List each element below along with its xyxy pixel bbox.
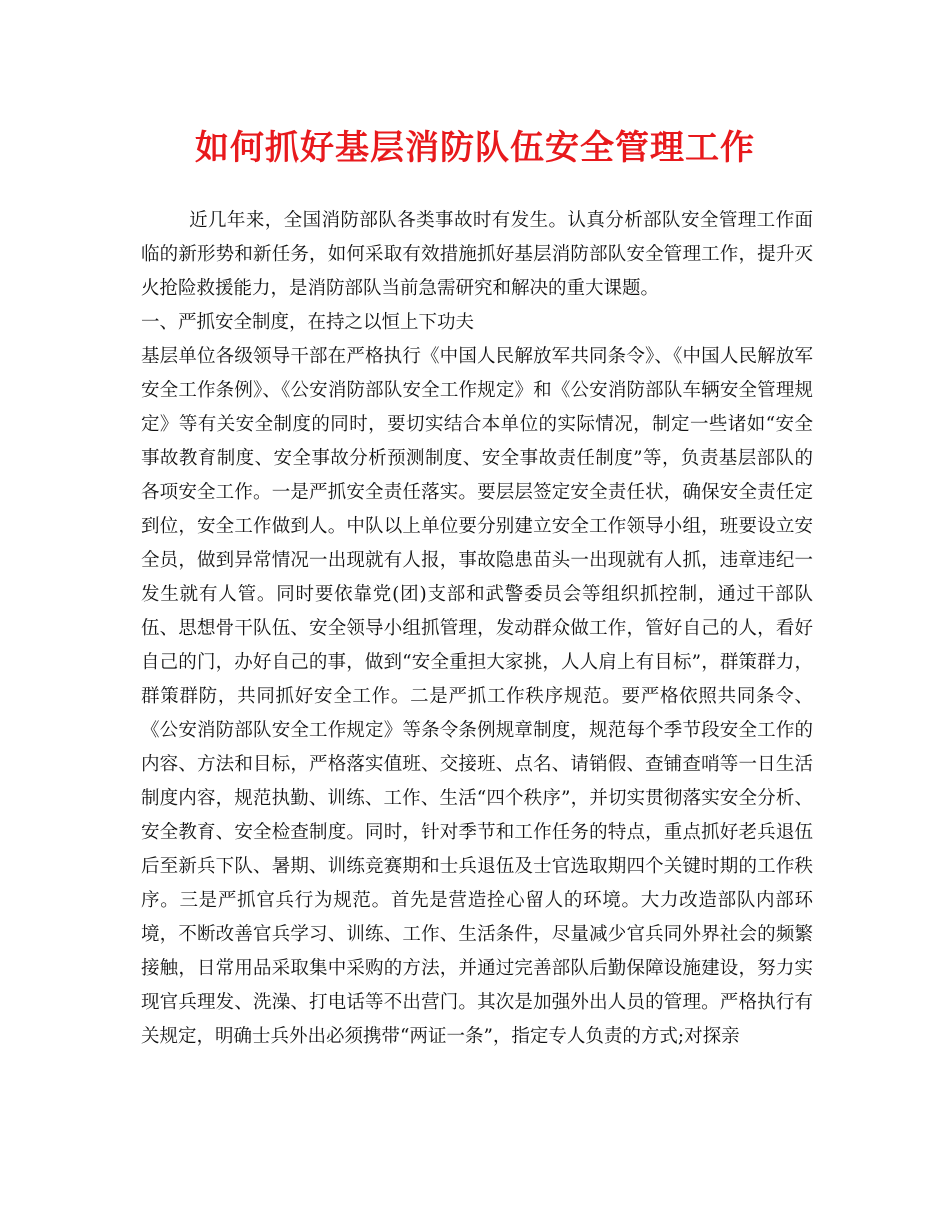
- intro-paragraph: 近几年来，全国消防部队各类事故时有发生。认真分析部队安全管理工作面临的新形势和新任务，如何采取有效措施抓好基层消防部队安全管理工作，提升灭火抢险救援能力，是消防部队当前急需研究和解决的重大课题。: [141, 210, 813, 299]
- document-title: 如何抓好基层消防队伍安全管理工作: [195, 128, 755, 168]
- section-heading: 一、严抓安全制度，在持之以恒上下功夫: [141, 312, 475, 333]
- document-body: [141, 204, 813, 1054]
- body-paragraph: 基层单位各级领导干部在严格执行《中国人民解放军共同条令》、《中国人民解放军安全工作条例》、《公安消防部队安全工作规定》和《公安消防部队车辆安全管理规定》等有关安全制度的同时，要切实结合本单位的实际情况，制定一些诸如“安全事故教育制度、安全事故分析预测制度、安全事故责任制度”等，负责基层部队的各项安全工作。一是严抓安全责任落实。要层层签定安全责任状，确保安全责任定到位，安全工作做到人。中队以上单位要分别建立安全工作领导小组，班要设立安全员，做到异常情况一出现就有人报，事故隐患苗头一出现就有人抓，违章违纪一发生就有人管。同时要依靠党(团)支部和武警委员会等组织抓控制，通过干部队伍、思想骨干队伍、安全领导小组抓管理，发动群众做工作，管好自己的人，看好自己的门，办好自己的事，做到“安全重担大家挑，人人肩上有目标”，群策群力，群策群防，共同抓好安全工作。二是严抓工作秩序规范。要严格依照共同条令、《公安消防部队安全工作规定》等条令条例规章制度，规范每个季节段安全工作的内容、方法和目标，严格落实值班、交接班、点名、请销假、查铺查哨等一日生活制度内容，规范执勤、训练、工作、生活“四个秩序”，并切实贯彻落实安全分析、安全教育、安全检查制度。同时，针对季节和工作任务的特点，重点抓好老兵退伍后至新兵下队、暑期、训练竞赛期和士兵退伍及士官选取期四个关键时期的工作秩序。三是严抓官兵行为规范。首先是营造拴心留人的环境。大力改造部队内部环境，不断改善官兵学习、训练、工作、生活条件，尽量减少官兵同外界社会的频繁接触，日常用品采取集中采购的方法，并通过完善部队后勤保障设施建设，努力实现官兵理发、洗澡、打电话等不出营门。其次是加强外出人员的管理。严格执行有关规定，明确士兵外出必须携带“两证一条”，指定专人负责的方式;对探亲: [141, 346, 813, 1047]
